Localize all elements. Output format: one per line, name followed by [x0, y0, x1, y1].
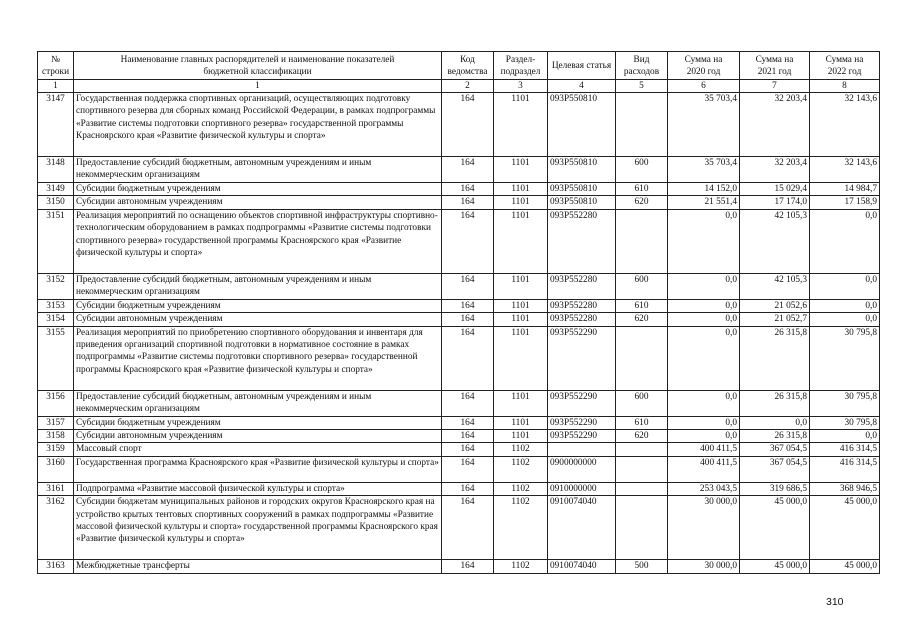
row-number: 3155 — [38, 326, 74, 390]
row-name: Предоставление субсидий бюджетным, автономным учреждениям и иным некоммерческим организациям — [74, 390, 442, 416]
row-sum-2021: 319 686,5 — [740, 482, 810, 495]
row-sum-2022: 45 000,0 — [810, 496, 880, 560]
row-dept-code: 164 — [442, 443, 494, 456]
row-section: 1101 — [494, 93, 548, 157]
row-number: 3150 — [38, 196, 74, 209]
row-target: 093P552290 — [548, 430, 616, 443]
row-expense-type — [616, 93, 668, 157]
table-row — [38, 496, 880, 560]
row-target: 093P552290 — [548, 326, 616, 390]
row-name: Субсидии автономным учреждениям — [74, 196, 442, 209]
row-section: 1101 — [494, 390, 548, 416]
row-target: 093P550810 — [548, 157, 616, 183]
row-sum-2020: 0,0 — [668, 430, 740, 443]
table-row — [38, 93, 880, 157]
row-sum-2020: 14 152,0 — [668, 183, 740, 196]
row-sum-2020: 400 411,5 — [668, 456, 740, 482]
col-number: 1 — [38, 80, 74, 93]
row-dept-code: 164 — [442, 560, 494, 573]
row-section: 1101 — [494, 273, 548, 299]
col-number: 4 — [548, 80, 616, 93]
table-row — [38, 313, 880, 326]
row-sum-2022: 368 946,5 — [810, 482, 880, 495]
row-sum-2021: 26 315,8 — [740, 430, 810, 443]
table-row — [38, 273, 880, 299]
row-sum-2021: 367 054,5 — [740, 456, 810, 482]
row-name: Межбюджетные трансферты — [74, 560, 442, 573]
row-sum-2022: 17 158,9 — [810, 196, 880, 209]
row-expense-type: 620 — [616, 313, 668, 326]
row-sum-2022: 32 143,6 — [810, 93, 880, 157]
row-section: 1102 — [494, 482, 548, 495]
row-sum-2020: 0,0 — [668, 390, 740, 416]
row-number: 3160 — [38, 456, 74, 482]
header-sum-2022: Сумма на 2022 год — [810, 52, 880, 80]
row-target: 093P552280 — [548, 273, 616, 299]
row-number: 3151 — [38, 209, 74, 273]
row-sum-2022: 0,0 — [810, 313, 880, 326]
row-dept-code: 164 — [442, 209, 494, 273]
row-dept-code: 164 — [442, 430, 494, 443]
row-sum-2020: 0,0 — [668, 326, 740, 390]
row-dept-code: 164 — [442, 456, 494, 482]
row-sum-2022: 32 143,6 — [810, 157, 880, 183]
row-sum-2020: 0,0 — [668, 416, 740, 429]
table-row — [38, 430, 880, 443]
row-number: 3149 — [38, 183, 74, 196]
row-name: Субсидии бюджетным учреждениям — [74, 183, 442, 196]
row-sum-2022: 0,0 — [810, 430, 880, 443]
row-name: Субсидии бюджетам муниципальных районов и городских округов Красноярского края на устройство крытых тентовых спортивных сооружений в рамках подпрограммы «Развитие массовой физической культуры и спорта» государственной программы Красноярского края «Развитие физической культуры и спорта» — [74, 496, 442, 560]
row-expense-type: 610 — [616, 416, 668, 429]
row-number: 3154 — [38, 313, 74, 326]
table-body — [38, 93, 880, 574]
budget-table — [37, 51, 880, 574]
header-row — [38, 52, 880, 80]
row-sum-2020: 35 703,4 — [668, 93, 740, 157]
row-expense-type — [616, 443, 668, 456]
row-expense-type: 610 — [616, 183, 668, 196]
row-section: 1102 — [494, 560, 548, 573]
row-sum-2020: 30 000,0 — [668, 560, 740, 573]
budget-sheet — [37, 51, 879, 574]
row-target: 0910074040 — [548, 560, 616, 573]
row-section: 1101 — [494, 313, 548, 326]
row-sum-2020: 0,0 — [668, 209, 740, 273]
row-dept-code: 164 — [442, 482, 494, 495]
row-sum-2022: 30 795,8 — [810, 416, 880, 429]
table-row — [38, 390, 880, 416]
row-sum-2022: 0,0 — [810, 273, 880, 299]
row-sum-2021: 42 105,3 — [740, 273, 810, 299]
row-target: 093P550810 — [548, 183, 616, 196]
header-target: Целевая статья — [548, 52, 616, 80]
row-sum-2021: 26 315,8 — [740, 390, 810, 416]
row-dept-code: 164 — [442, 326, 494, 390]
row-number: 3157 — [38, 416, 74, 429]
row-expense-type — [616, 326, 668, 390]
header-expense-type: Вид расходов — [616, 52, 668, 80]
row-name: Субсидии бюджетным учреждениям — [74, 416, 442, 429]
row-target: 093P552290 — [548, 390, 616, 416]
row-target: 093P552290 — [548, 416, 616, 429]
row-sum-2021: 367 054,5 — [740, 443, 810, 456]
row-section: 1102 — [494, 456, 548, 482]
row-sum-2022: 30 795,8 — [810, 326, 880, 390]
table-row — [38, 196, 880, 209]
row-expense-type: 500 — [616, 560, 668, 573]
row-sum-2020: 0,0 — [668, 273, 740, 299]
row-sum-2022: 14 984,7 — [810, 183, 880, 196]
table-row — [38, 326, 880, 390]
row-target: 0900000000 — [548, 456, 616, 482]
row-number: 3161 — [38, 482, 74, 495]
row-sum-2022: 416 314,5 — [810, 443, 880, 456]
table-row — [38, 482, 880, 495]
header-section: Раздел- подраздел — [494, 52, 548, 80]
row-sum-2020: 35 703,4 — [668, 157, 740, 183]
col-number: 5 — [616, 80, 668, 93]
row-section: 1101 — [494, 416, 548, 429]
row-section: 1102 — [494, 443, 548, 456]
row-sum-2021: 32 203,4 — [740, 93, 810, 157]
row-name: Государственная программа Красноярского края «Развитие физической культуры и спорта» — [74, 456, 442, 482]
page-number: 310 — [826, 596, 844, 608]
row-target: 0910074040 — [548, 496, 616, 560]
table-row — [38, 183, 880, 196]
row-target: 093P552280 — [548, 299, 616, 312]
row-dept-code: 164 — [442, 416, 494, 429]
header-sum-2021: Сумма на 2021 год — [740, 52, 810, 80]
row-expense-type — [616, 456, 668, 482]
row-sum-2021: 42 105,3 — [740, 209, 810, 273]
col-number: 2 — [442, 80, 494, 93]
row-name: Предоставление субсидий бюджетным, автономным учреждениям и иным некоммерческим организациям — [74, 273, 442, 299]
table-row — [38, 560, 880, 573]
row-expense-type: 610 — [616, 299, 668, 312]
row-name: Подпрограмма «Развитие массовой физической культуры и спорта» — [74, 482, 442, 495]
row-target — [548, 443, 616, 456]
row-sum-2021: 0,0 — [740, 416, 810, 429]
row-name: Субсидии автономным учреждениям — [74, 313, 442, 326]
row-number: 3148 — [38, 157, 74, 183]
row-expense-type — [616, 209, 668, 273]
row-number: 3163 — [38, 560, 74, 573]
row-sum-2021: 26 315,8 — [740, 326, 810, 390]
row-expense-type: 600 — [616, 390, 668, 416]
row-target: 093P552280 — [548, 209, 616, 273]
row-expense-type: 620 — [616, 196, 668, 209]
row-name: Субсидии бюджетным учреждениям — [74, 299, 442, 312]
row-expense-type: 600 — [616, 273, 668, 299]
row-section: 1101 — [494, 196, 548, 209]
row-dept-code: 164 — [442, 273, 494, 299]
row-number: 3159 — [38, 443, 74, 456]
row-number: 3153 — [38, 299, 74, 312]
col-number: 7 — [740, 80, 810, 93]
row-sum-2020: 21 551,4 — [668, 196, 740, 209]
row-dept-code: 164 — [442, 496, 494, 560]
row-dept-code: 164 — [442, 196, 494, 209]
row-expense-type: 620 — [616, 430, 668, 443]
row-sum-2022: 30 795,8 — [810, 390, 880, 416]
row-sum-2020: 0,0 — [668, 299, 740, 312]
row-sum-2020: 0,0 — [668, 313, 740, 326]
table-row — [38, 157, 880, 183]
row-sum-2021: 32 203,4 — [740, 157, 810, 183]
row-target: 093P550810 — [548, 93, 616, 157]
row-sum-2022: 0,0 — [810, 299, 880, 312]
header-name: Наименование главных распорядителей и наименование показателей бюджетной классификации — [74, 52, 442, 80]
col-number: 6 — [668, 80, 740, 93]
row-sum-2022: 0,0 — [810, 209, 880, 273]
table-row — [38, 456, 880, 482]
row-expense-type: 600 — [616, 157, 668, 183]
col-number: 8 — [810, 80, 880, 93]
row-section: 1101 — [494, 183, 548, 196]
row-number: 3156 — [38, 390, 74, 416]
row-sum-2022: 416 314,5 — [810, 456, 880, 482]
row-sum-2021: 21 052,6 — [740, 299, 810, 312]
row-sum-2021: 17 174,0 — [740, 196, 810, 209]
row-sum-2021: 21 052,7 — [740, 313, 810, 326]
header-row-no: № строки — [38, 52, 74, 80]
row-number: 3158 — [38, 430, 74, 443]
row-section: 1101 — [494, 157, 548, 183]
row-sum-2020: 400 411,5 — [668, 443, 740, 456]
row-name: Государственная поддержка спортивных организаций, осуществляющих подготовку спортивного резерва для сборных команд Российской Федерации, в рамках подпрограммы «Развитие системы подготовки спортивного резерва» государственной программы Красноярского края «Развитие физической культуры и спорта» — [74, 93, 442, 157]
row-sum-2021: 45 000,0 — [740, 496, 810, 560]
row-section: 1102 — [494, 496, 548, 560]
row-number: 3162 — [38, 496, 74, 560]
row-name: Реализация мероприятий по оснащению объектов спортивной инфраструктуры спортивно-технологическим оборудованием в рамках подпрограммы «Развитие системы подготовки спортивного резерва» государственной программы Красноярского края «Развитие физической культуры и спорта» — [74, 209, 442, 273]
row-dept-code: 164 — [442, 157, 494, 183]
row-section: 1101 — [494, 430, 548, 443]
row-dept-code: 164 — [442, 390, 494, 416]
row-section: 1101 — [494, 209, 548, 273]
row-sum-2021: 15 029,4 — [740, 183, 810, 196]
row-name: Субсидии автономным учреждениям — [74, 430, 442, 443]
row-number: 3147 — [38, 93, 74, 157]
table-row — [38, 299, 880, 312]
row-target: 093P552280 — [548, 313, 616, 326]
row-sum-2021: 45 000,0 — [740, 560, 810, 573]
row-dept-code: 164 — [442, 93, 494, 157]
row-dept-code: 164 — [442, 313, 494, 326]
col-number: 1 — [74, 80, 442, 93]
row-dept-code: 164 — [442, 299, 494, 312]
row-target: 0910000000 — [548, 482, 616, 495]
table-row — [38, 416, 880, 429]
header-dept-code: Код ведомства — [442, 52, 494, 80]
row-number: 3152 — [38, 273, 74, 299]
table-row — [38, 209, 880, 273]
col-number: 3 — [494, 80, 548, 93]
column-number-row — [38, 80, 880, 93]
row-sum-2022: 45 000,0 — [810, 560, 880, 573]
row-section: 1101 — [494, 326, 548, 390]
row-name: Предоставление субсидий бюджетным, автономным учреждениям и иным некоммерческим организациям — [74, 157, 442, 183]
row-section: 1101 — [494, 299, 548, 312]
row-expense-type — [616, 482, 668, 495]
header-sum-2020: Сумма на 2020 год — [668, 52, 740, 80]
row-expense-type — [616, 496, 668, 560]
row-sum-2020: 253 043,5 — [668, 482, 740, 495]
row-name: Массовый спорт — [74, 443, 442, 456]
table-row — [38, 443, 880, 456]
row-target: 093P550810 — [548, 196, 616, 209]
row-dept-code: 164 — [442, 183, 494, 196]
row-name: Реализация мероприятий по приобретению спортивного оборудования и инвентаря для приведения организаций спортивной подготовки в нормативное состояние в рамках подпрограммы «Развитие системы подготовки спортивного резерва» государственной программы Красноярского края «Развитие физической культуры и спорта» — [74, 326, 442, 390]
row-sum-2020: 30 000,0 — [668, 496, 740, 560]
